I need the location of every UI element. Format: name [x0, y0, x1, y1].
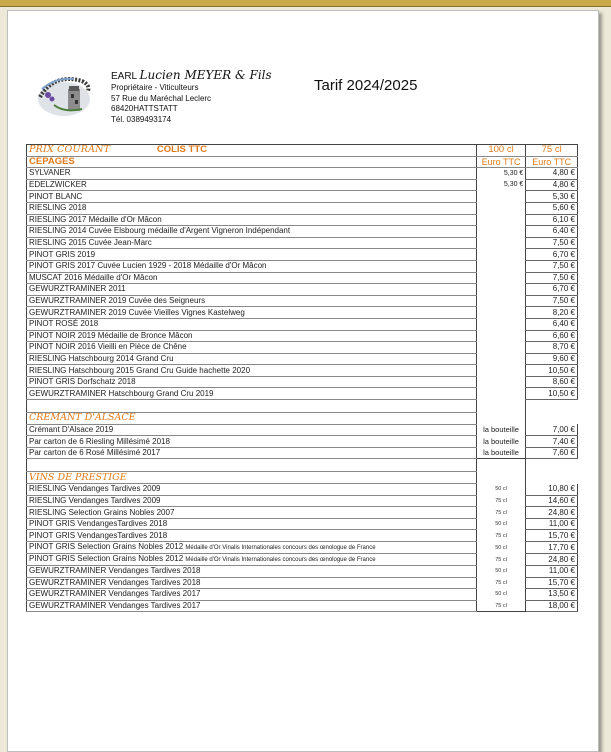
table-row: [27, 342, 578, 354]
wine-name: EDELZWICKER: [27, 179, 477, 191]
wine-name: GEWURZTRAMINER 2011: [27, 284, 477, 296]
colis-ttc-label: COLIS TTC: [156, 144, 207, 156]
price-75cl: 6,70 €: [526, 284, 578, 296]
price-100cl: [476, 330, 526, 342]
price-100cl: [476, 284, 526, 296]
price-100cl: [476, 318, 526, 330]
cremant-title-row: [27, 413, 578, 425]
wine-name: PINOT GRIS 2019: [27, 249, 477, 261]
price-75cl: 7,50 €: [526, 237, 578, 249]
table-row: [27, 237, 578, 249]
table-row: [27, 307, 578, 319]
company-phone: Tél. 0389493174: [111, 114, 172, 124]
wine-name: PINOT GRIS Selection Grains Nobles 2012: [29, 554, 184, 563]
wine-name: RIESLING 2015 Cuvée Jean-Marc: [27, 237, 477, 249]
table-row: [27, 518, 578, 530]
price-75cl: 8,60 €: [526, 376, 578, 388]
table-row: [27, 447, 578, 459]
winery-logo: [34, 69, 94, 121]
company-city: 68420HATTSTATT: [111, 104, 178, 113]
unit-label: la bouteille: [476, 424, 526, 436]
wine-name: PINOT ROSÉ 2018: [27, 318, 477, 330]
price-75cl: 8,70 €: [526, 342, 578, 354]
table-row: [27, 284, 578, 296]
document-page: [7, 10, 599, 752]
wine-name: RIESLING Vendanges Tardives 2009: [29, 484, 161, 494]
wine-cell: [27, 518, 477, 530]
wine-cell: [27, 554, 477, 566]
price-75cl: 15,70 €: [526, 530, 578, 542]
company-header: [111, 69, 272, 125]
wine-name: PINOT GRIS Dorfschatz 2018: [27, 376, 477, 388]
table-row: [27, 589, 578, 601]
wine-name: RIESLING Selection Grains Nobles 2007: [29, 507, 175, 517]
price-100cl: [476, 365, 526, 377]
unit-label: la bouteille: [476, 436, 526, 448]
table-row: [27, 318, 578, 330]
empty-cell: [526, 413, 578, 425]
price-75cl: 6,70 €: [526, 249, 578, 261]
table-row: [27, 566, 578, 578]
wine-name: RIESLING Hatschbourg 2015 Grand Cru Guide hachette 2020: [27, 365, 477, 377]
wine-cell: [27, 589, 477, 601]
bottle-size: 50 cl: [476, 484, 526, 496]
bottle-size: 50 cl: [476, 566, 526, 578]
price-100cl: [476, 342, 526, 354]
bottle-size: 75 cl: [476, 577, 526, 589]
col-100-header: 100 cl: [476, 145, 526, 157]
prestige-title: VINS DE PRESTIGE: [27, 472, 477, 484]
cepages-label: CEPAGES: [27, 156, 477, 168]
table-row: [27, 388, 578, 400]
price-75cl: 6,40 €: [526, 318, 578, 330]
price-100cl: 5,30 €: [476, 179, 526, 191]
wine-name: PINOT GRIS 2017 Cuvée Lucien 1929 - 2018 Médaille d'Or Mâcon: [27, 260, 477, 272]
table-row: [27, 436, 578, 448]
price-75cl: 14,60 €: [526, 495, 578, 507]
wine-name: Par carton de 6 Riesling Millésimé 2018: [27, 436, 477, 448]
price-75cl: 24,80 €: [526, 507, 578, 519]
window-top-bar: [0, 0, 611, 7]
table-row: [27, 295, 578, 307]
wine-cell: [27, 507, 477, 519]
wine-name: Par carton de 6 Rosé Millésimé 2017: [27, 447, 477, 459]
wine-cell: [27, 600, 477, 612]
table-row: [27, 168, 578, 180]
table-row: [27, 330, 578, 342]
price-75cl: 11,00 €: [526, 566, 578, 578]
spacer-cell: [27, 459, 477, 472]
bottle-size: 75 cl: [476, 600, 526, 612]
price-75cl: 9,60 €: [526, 353, 578, 365]
wine-name: PINOT NOIR 2016 Vieilli en Pièce de Chêne: [27, 342, 477, 354]
price-75cl: 6,10 €: [526, 214, 578, 226]
price-75cl: 24,80 €: [526, 554, 578, 566]
price-100cl: [476, 237, 526, 249]
price-100cl: [476, 249, 526, 261]
table-row: [27, 202, 578, 214]
price-table: [26, 144, 578, 612]
bottle-size: 75 cl: [476, 507, 526, 519]
price-75cl: 13,50 €: [526, 589, 578, 601]
wine-cell: [27, 530, 477, 542]
wine-name: GEWURZTRAMINER Vendanges Tardives 2018: [29, 566, 201, 576]
price-100cl: [476, 376, 526, 388]
wine-name: MUSCAT 2016 Médaille d'Or Mâcon: [27, 272, 477, 284]
price-75cl: 7,50 €: [526, 260, 578, 272]
wine-name: GEWURZTRAMINER Vendanges Tardives 2017: [29, 601, 201, 611]
cepages-header-row: [27, 156, 578, 168]
tarif-title: Tarif 2024/2025: [314, 77, 418, 94]
table-row: [27, 179, 578, 191]
wine-name: RIESLING 2014 Cuvée Elsbourg médaille d'Argent Vigneron Indépendant: [27, 226, 477, 238]
table-row: [27, 260, 578, 272]
price-75cl: 7,00 €: [526, 424, 578, 436]
price-75cl: 18,00 €: [526, 600, 578, 612]
table-row: [27, 542, 578, 554]
price-100cl: 5,30 €: [476, 168, 526, 180]
price-75cl: 10,50 €: [526, 365, 578, 377]
spacer-cell: [476, 459, 526, 472]
bottle-size: 50 cl: [476, 542, 526, 554]
cremant-title: CREMANT D'ALSACE: [27, 413, 477, 425]
spacer-cell: [476, 400, 526, 413]
table-row: [27, 191, 578, 203]
wine-name: GEWURZTRAMINER Hatschbourg Grand Cru 2019: [27, 388, 477, 400]
price-75cl: 4,80 €: [526, 168, 578, 180]
wine-name: PINOT NOIR 2019 Médaille de Bronce Mâcon: [27, 330, 477, 342]
wine-name: GEWURZTRAMINER Vendanges Tardives 2018: [29, 577, 201, 587]
wine-name: RIESLING Vendanges Tardives 2009: [29, 495, 161, 505]
price-75cl: 6,40 €: [526, 226, 578, 238]
price-75cl: 4,80 €: [526, 179, 578, 191]
price-100cl: [476, 202, 526, 214]
table-row: [27, 495, 578, 507]
wine-name: PINOT BLANC: [27, 191, 477, 203]
wine-name: RIESLING 2018: [27, 202, 477, 214]
table-row: [27, 226, 578, 238]
wine-name: Crémant D'Alsace 2019: [27, 424, 477, 436]
bottle-size: 50 cl: [476, 518, 526, 530]
wine-cell: [27, 542, 477, 554]
table-row: [27, 577, 578, 589]
table-row: [27, 484, 578, 496]
price-100cl: [476, 307, 526, 319]
empty-cell: [476, 413, 526, 425]
wine-name: SYLVANER: [27, 168, 477, 180]
table-row: [27, 507, 578, 519]
price-75cl: 10,50 €: [526, 388, 578, 400]
table-row: [27, 424, 578, 436]
wine-note: Médaille d'Or Vinalis Internationales concours des œnologue de France: [185, 557, 376, 563]
price-75cl: 17,70 €: [526, 542, 578, 554]
euro-ttc-100: Euro TTC: [476, 156, 526, 168]
bottle-size: 75 cl: [476, 495, 526, 507]
spacer-cell: [526, 459, 578, 472]
price-75cl: 7,50 €: [526, 295, 578, 307]
price-100cl: [476, 388, 526, 400]
price-100cl: [476, 260, 526, 272]
wine-note: Médaille d'Or Vinalis Internationales concours des œnologue de France: [185, 545, 376, 551]
price-100cl: [476, 353, 526, 365]
price-75cl: 11,00 €: [526, 518, 578, 530]
company-name: Lucien MEYER & Fils: [139, 68, 272, 82]
spacer-row: [27, 459, 578, 472]
table-header-row: [27, 145, 578, 157]
bottle-size: 50 cl: [476, 589, 526, 601]
euro-ttc-75: Euro TTC: [526, 156, 578, 168]
empty-cell: [476, 472, 526, 484]
wine-name: PINOT GRIS VendangesTardives 2018: [29, 530, 168, 540]
price-100cl: [476, 226, 526, 238]
company-street: 57 Rue du Maréchal Leclerc: [111, 93, 212, 103]
bottle-size: 75 cl: [476, 530, 526, 542]
table-row: [27, 530, 578, 542]
wine-cell: [27, 577, 477, 589]
unit-label: la bouteille: [476, 447, 526, 459]
wine-name: RIESLING 2017 Médaille d'Or Mâcon: [27, 214, 477, 226]
wine-cell: [27, 566, 477, 578]
table-row: [27, 365, 578, 377]
price-100cl: [476, 191, 526, 203]
wine-name: GEWURZTRAMINER Vendanges Tardives 2017: [29, 589, 201, 599]
price-75cl: 5,60 €: [526, 202, 578, 214]
price-75cl: 6,60 €: [526, 330, 578, 342]
prix-courant-label: PRIX COURANT: [29, 144, 111, 156]
price-75cl: 7,40 €: [526, 436, 578, 448]
earl-label: EARL: [111, 71, 137, 82]
wine-name: PINOT GRIS VendangesTardives 2018: [29, 519, 168, 529]
prestige-title-row: [27, 472, 578, 484]
wine-name: GEWURZTRAMINER 2019 Cuvée Vieilles Vignes Kastelweg: [27, 307, 477, 319]
wine-name: RIESLING Hatschbourg 2014 Grand Cru: [27, 353, 477, 365]
price-75cl: 7,60 €: [526, 447, 578, 459]
prix-courant-cell: [27, 145, 477, 157]
empty-cell: [526, 472, 578, 484]
table-row: [27, 353, 578, 365]
company-line: [111, 69, 272, 83]
company-subtitle: Propriétaire - Viticulteurs: [111, 83, 199, 92]
spacer-cell: [526, 400, 578, 413]
price-75cl: 15,70 €: [526, 577, 578, 589]
table-row: [27, 600, 578, 612]
wine-cell: [27, 484, 477, 496]
price-100cl: [476, 295, 526, 307]
price-75cl: 7,50 €: [526, 272, 578, 284]
price-75cl: 8,20 €: [526, 307, 578, 319]
table-row: [27, 249, 578, 261]
spacer-cell: [27, 400, 477, 413]
col-75-header: 75 cl: [526, 145, 578, 157]
table-row: [27, 214, 578, 226]
table-row: [27, 376, 578, 388]
wine-name: GEWURZTRAMINER 2019 Cuvée des Seigneurs: [27, 295, 477, 307]
wine-name: PINOT GRIS Selection Grains Nobles 2012: [29, 542, 184, 551]
price-75cl: 5,30 €: [526, 191, 578, 203]
price-100cl: [476, 214, 526, 226]
table-row: [27, 272, 578, 284]
price-100cl: [476, 272, 526, 284]
wine-cell: [27, 495, 477, 507]
spacer-row: [27, 400, 578, 413]
bottle-size: 75 cl: [476, 554, 526, 566]
price-75cl: 10,80 €: [526, 484, 578, 496]
table-row: [27, 554, 578, 566]
